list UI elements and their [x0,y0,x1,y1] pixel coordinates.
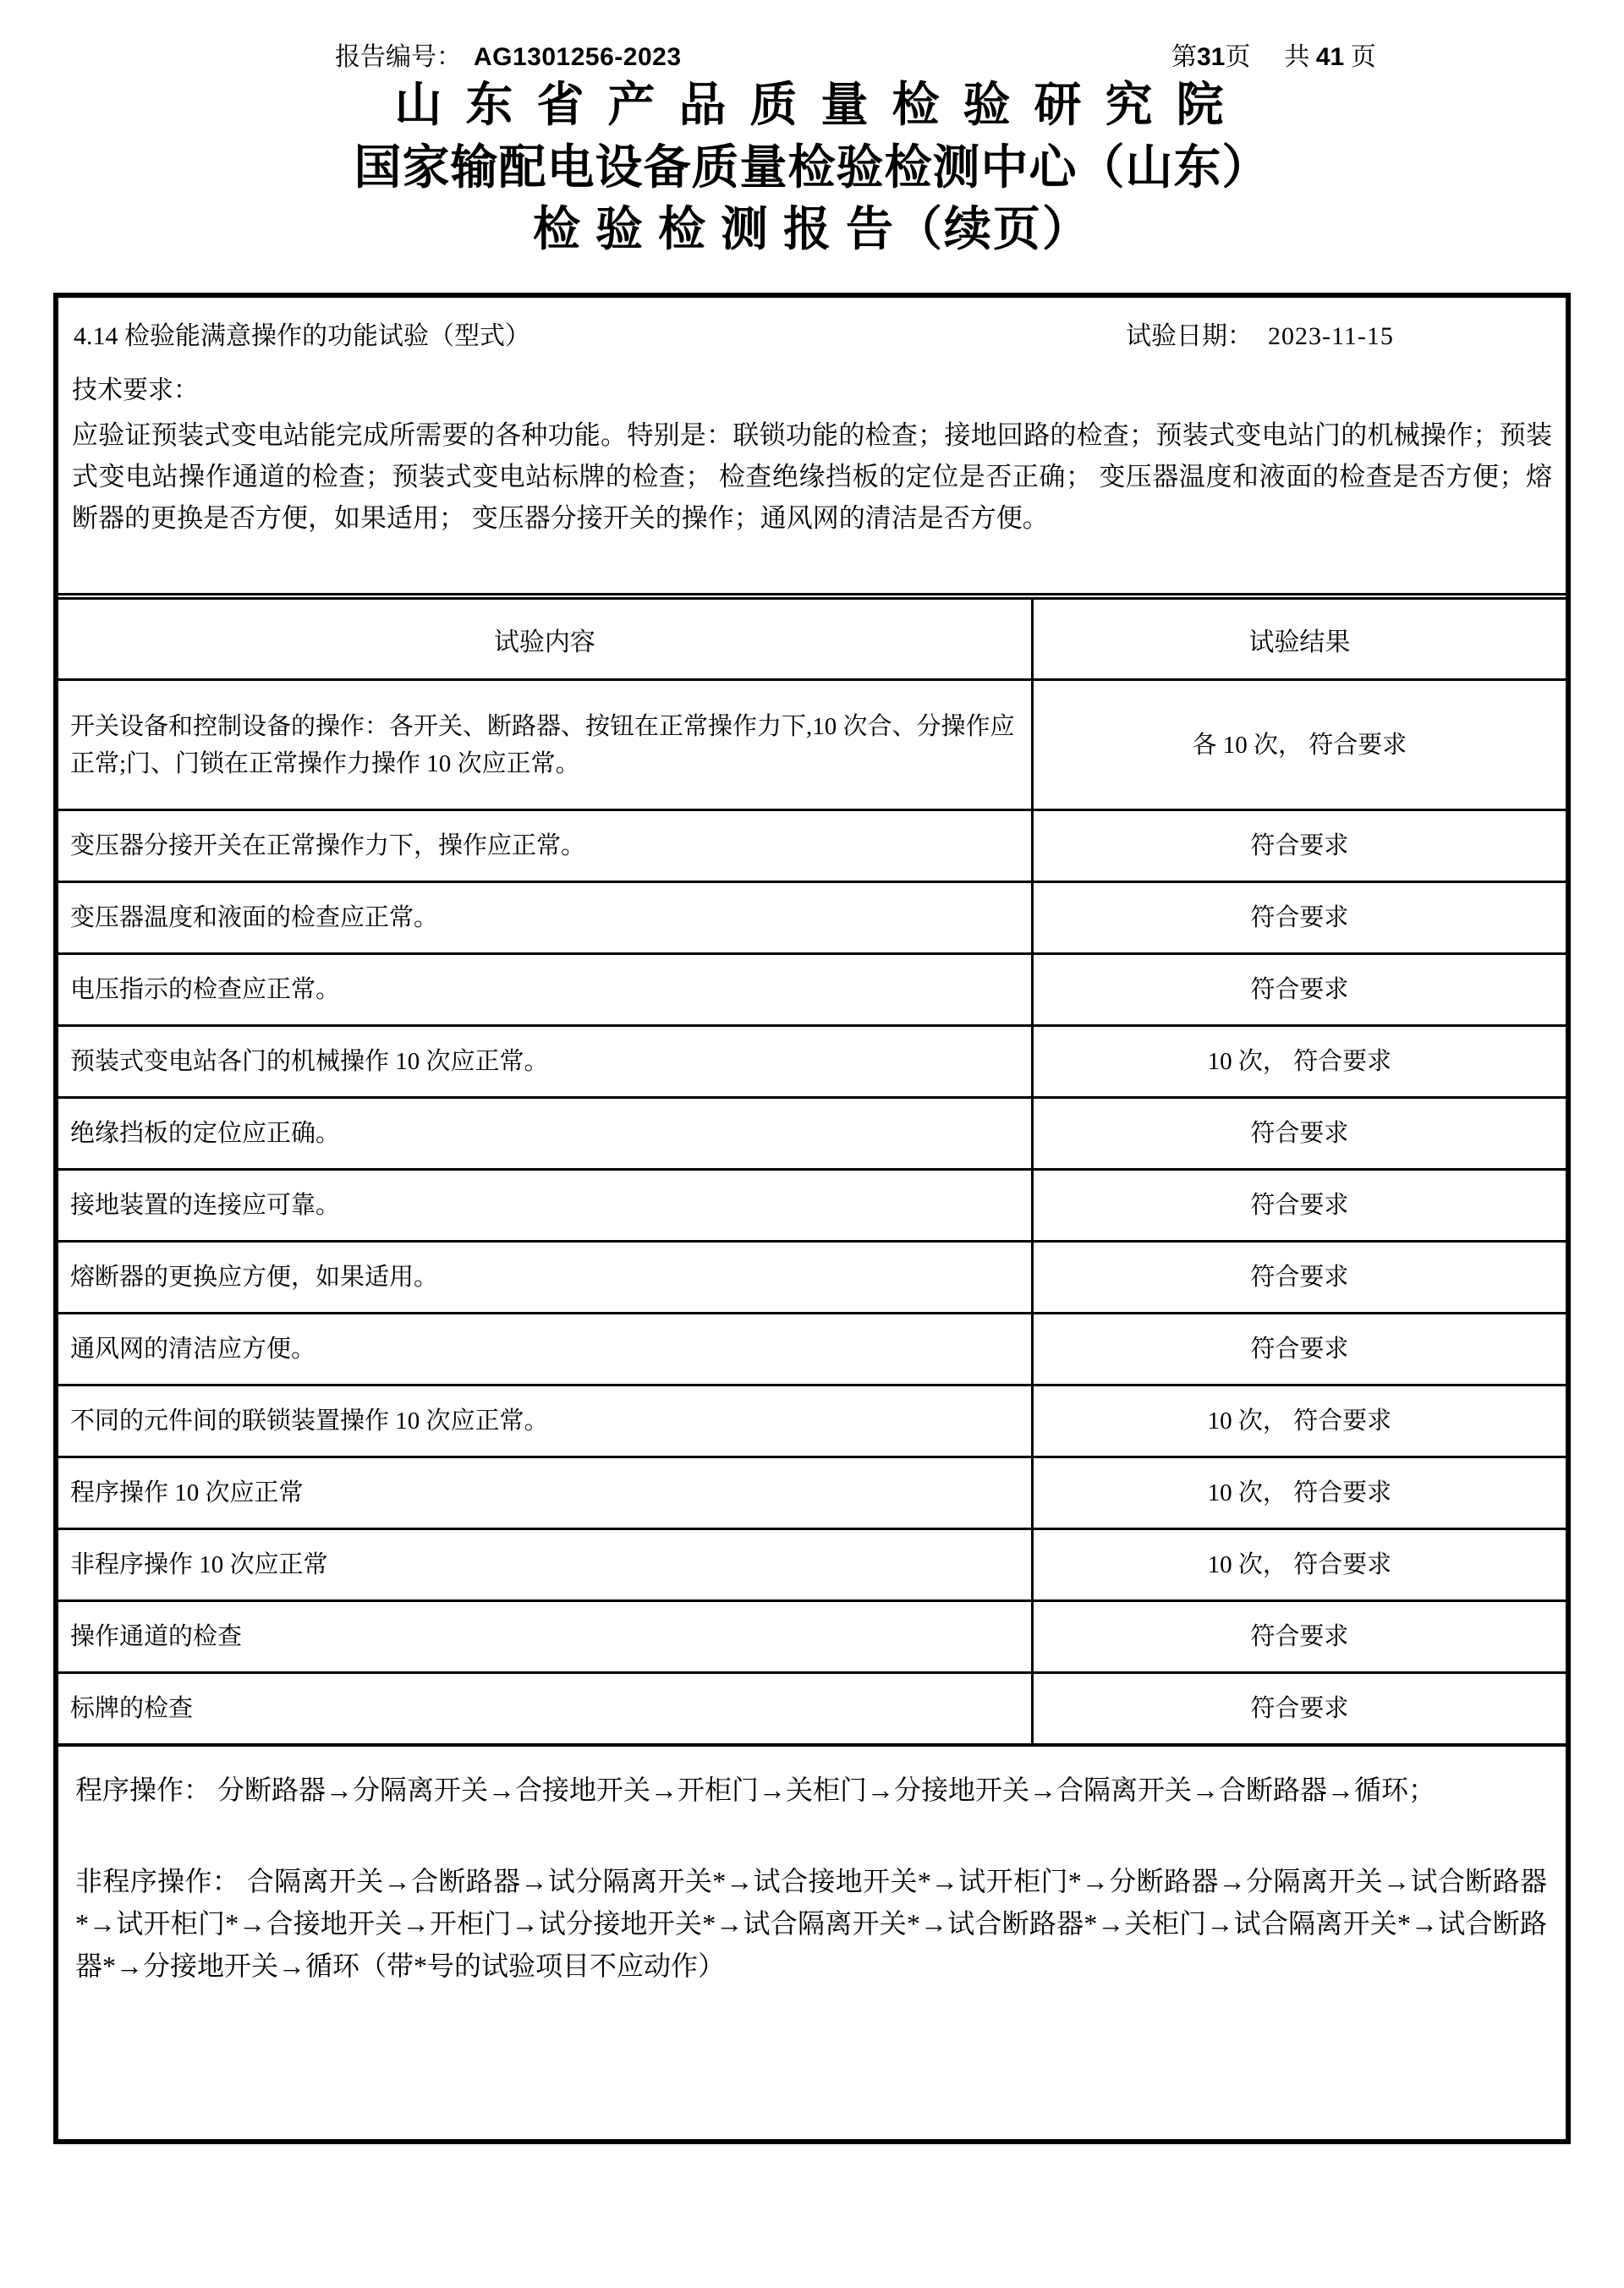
table-row [58,1314,1566,1385]
test-date-label: 试验日期： [1126,322,1253,350]
table-row [58,1170,1566,1242]
table-row [58,1529,1566,1601]
test-content-cell: 电压指示的检查应正常。 [58,954,1032,1026]
test-result-cell: 10 次， 符合要求 [1032,1457,1566,1529]
column-header-result: 试验结果 [1032,599,1566,680]
test-result-cell: 符合要求 [1032,1098,1566,1170]
table-row [58,882,1566,954]
test-content-cell: 操作通道的检查 [58,1601,1032,1673]
document-titles [0,74,1624,261]
test-date [1126,315,1394,352]
test-content-cell: 程序操作 10 次应正常 [58,1457,1032,1529]
non-procedure-note: 非程序操作： 合隔离开关→合断路器→试分隔离开关*→试合接地开关*→试开柜门*→分断路器→分隔离开关→试合断路器*→试开柜门*→合接地开关→开柜门→试分接地开关*→试合隔离开关*→试合断路器*→关柜门→试合隔离开关*→试合断路器*→分接地开关→循环（带*号的试验项目不应动作） [75,1865,1547,1981]
report-title: 检 验 检 测 报 告（续页） [533,204,1091,256]
report-body-box [53,293,1571,2144]
test-result-cell: 符合要求 [1032,1314,1566,1385]
page-total-suffix: 页 [1344,43,1376,71]
tech-requirements-label: 技术要求： [72,376,199,404]
table-row [58,1242,1566,1314]
test-result-cell: 符合要求 [1032,1170,1566,1242]
report-number-value: AG1301256-2023 [474,43,682,71]
clause-section [58,298,1566,595]
table-row [58,680,1566,810]
page-current-suffix: 页 [1225,43,1251,71]
test-content-cell: 变压器分接开关在正常操作力下，操作应正常。 [58,810,1032,882]
table-row [58,810,1566,882]
page-total-prefix: 共 [1284,43,1316,71]
test-result-cell: 符合要求 [1032,954,1566,1026]
test-date-value: 2023-11-15 [1268,322,1394,350]
page-indicator [1171,36,1376,73]
test-table-header-row [58,599,1566,680]
page-meta-line [0,36,1624,69]
clause-line [72,315,1552,357]
test-result-cell: 各 10 次， 符合要求 [1032,680,1566,810]
test-content-cell: 开关设备和控制设备的操作：各开关、断路器、按钮在正常操作力下,10 次合、分操作应正常;门、门锁在正常操作力操作 10 次应正常。 [58,680,1032,810]
test-table-body [58,680,1566,1745]
test-result-cell: 符合要求 [1032,810,1566,882]
test-table-head [58,599,1566,680]
test-content-cell: 接地装置的连接应可靠。 [58,1170,1032,1242]
test-result-cell: 符合要求 [1032,1601,1566,1673]
report-number [335,36,682,73]
page-current-number: 31 [1197,43,1226,71]
test-content-cell: 通风网的清洁应方便。 [58,1314,1032,1385]
test-content-cell: 预装式变电站各门的机械操作 10 次应正常。 [58,1026,1032,1098]
procedure-note: 程序操作： 分断路器→分隔离开关→合接地开关→开柜门→关柜门→分接地开关→合隔离开关→合断路器→循环； [75,1774,1436,1805]
test-content-cell: 变压器温度和液面的检查应正常。 [58,882,1032,954]
test-table [58,597,1566,1747]
table-row [58,1098,1566,1170]
clause-title: 4.14 检验能满意操作的功能试验（型式） [74,322,530,350]
test-content-cell: 标牌的检查 [58,1673,1032,1745]
test-result-cell: 10 次， 符合要求 [1032,1026,1566,1098]
table-row [58,1026,1566,1098]
table-row [58,1385,1566,1457]
test-result-cell: 符合要求 [1032,1242,1566,1314]
page-total-number: 41 [1315,43,1345,71]
test-content-cell: 非程序操作 10 次应正常 [58,1529,1032,1601]
institute-title: 山 东 省 产 品 质 量 检 验 研 究 院 [394,80,1230,132]
operation-notes [58,1747,1566,1987]
report-number-label: 报告编号： [335,43,462,71]
table-row [58,954,1566,1026]
test-content-cell: 不同的元件间的联锁装置操作 10 次应正常。 [58,1385,1032,1457]
test-result-cell: 10 次， 符合要求 [1032,1529,1566,1601]
page-current-prefix: 第 [1171,43,1197,71]
test-content-cell: 绝缘挡板的定位应正确。 [58,1098,1032,1170]
test-result-cell: 符合要求 [1032,1673,1566,1745]
center-title: 国家输配电设备质量检验检测中心（山东） [354,142,1270,195]
test-result-cell: 10 次， 符合要求 [1032,1385,1566,1457]
test-content-cell: 熔断器的更换应方便，如果适用。 [58,1242,1032,1314]
table-row [58,1457,1566,1529]
table-row [58,1673,1566,1745]
test-result-cell: 符合要求 [1032,882,1566,954]
column-header-content: 试验内容 [58,599,1032,680]
tech-requirements-text: 应验证预装式变电站能完成所需要的各种功能。特别是：联锁功能的检查；接地回路的检查；预装式变电站门的机械操作；预装式变电站操作通道的检查；预装式变电站标牌的检查； 检查绝缘挡板的定位是否正确； 变压器温度和液面的检查是否方便；熔断器的更换是否方便，如果适用； 变压器分接开关的操作；通风网的清洁是否方便。 [72,420,1552,533]
table-row [58,1601,1566,1673]
